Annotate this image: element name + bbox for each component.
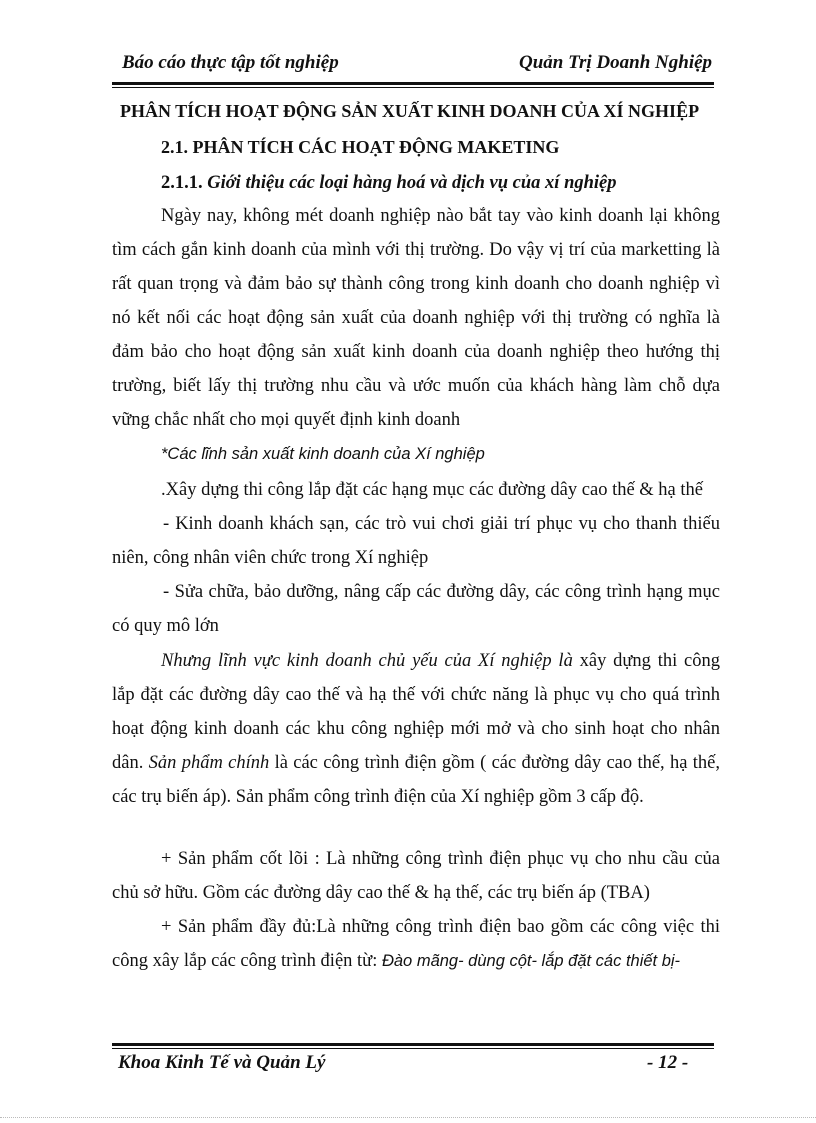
main-field-lead: Nhưng lĩnh vực kinh doanh chủ yếu của Xí nghiệp là xyxy=(161,651,573,671)
subsection-number: 2.1.1. xyxy=(161,173,203,193)
fields-heading: *Các lĩnh sản xuất kinh doanh của Xí nghiệp xyxy=(161,445,485,463)
para1-line: vững chắc nhất cho mọi quyết định kinh doanh xyxy=(112,410,461,430)
para2-line: các trụ biến áp). Sản phẩm công trình điện của Xí nghiệp gồm 3 cấp độ. xyxy=(112,787,644,807)
full-product-line: + Sản phẩm đầy đủ:Là những công trình điện bao gồm các công việc thi xyxy=(161,917,720,937)
field-item-1: .Xây dựng thi công lắp đặt các hạng mục các đường dây cao thế & hạ thế xyxy=(161,480,703,500)
footer-rule-thick xyxy=(112,1043,714,1046)
chapter-title: PHÂN TÍCH HOẠT ĐỘNG SẢN XUẤT KINH DOANH CỦA XÍ NGHIỆP xyxy=(120,101,700,121)
header-left: Báo cáo thực tập tốt nghiệp xyxy=(122,52,339,73)
para2-line: Nhưng lĩnh vực kinh doanh chủ yếu của Xí nghiệp là xây dựng thi công xyxy=(161,651,720,671)
page-number: - 12 - xyxy=(647,1052,689,1073)
subsection-heading xyxy=(161,173,771,194)
para1-line: trường, biết lấy thị trường nhu cầu và ước muốn của khách hàng làm chỗ dựa xyxy=(112,376,720,396)
footer-rule-thin xyxy=(112,1048,714,1049)
para1-line: rất quan trọng và đảm bảo sự thành công trong kinh doanh cho doanh nghiệp vì xyxy=(112,274,720,294)
main-product-term: Sản phẩm chính xyxy=(148,753,270,773)
section-title: 2.1. PHÂN TÍCH CÁC HOẠT ĐỘNG MAKETING xyxy=(161,137,560,157)
para2-line: dân. Sản phẩm chính là các công trình điện gồm ( các đường dây cao thế, hạ thế, xyxy=(112,753,720,773)
subsection-title: Giới thiệu các loại hàng hoá và dịch vụ của xí nghiệp xyxy=(207,173,617,193)
para1-line: Ngày nay, không mét doanh nghiệp nào bắt tay vào kinh doanh lại không xyxy=(161,206,720,226)
para2-line: lắp đặt các đường dây cao thế và hạ thế với chức năng là phục vụ cho quá trình xyxy=(112,685,720,705)
field-item-3-line: có quy mô lớn xyxy=(112,616,219,636)
field-item-2-line: - Kinh doanh khách sạn, các trò vui chơi giải trí phục vụ cho thanh thiếu xyxy=(163,514,720,534)
para1-line: đảm bảo cho hoạt động sản xuất kinh doanh của doanh nghiệp theo hướng thị xyxy=(112,342,720,362)
page-edge-divider xyxy=(0,1117,816,1118)
header-rule-thin xyxy=(112,87,714,88)
full-product-line: công xây lắp các công trình điện từ: Đào mãng- dùng cột- lắp đặt các thiết bị- xyxy=(112,951,681,971)
core-product-line: chủ sở hữu. Gồm các đường dây cao thế & hạ thế, các trụ biến áp (TBA) xyxy=(112,883,650,903)
core-product-line: + Sản phẩm cốt lõi : Là những công trình điện phục vụ cho nhu cầu của xyxy=(161,849,720,869)
header-rule-thick xyxy=(112,82,714,85)
para1-line: nó kết nối các hoạt động sản xuất của doanh nghiệp với thị trường có nghĩa là xyxy=(112,308,720,328)
field-item-3-line: - Sửa chữa, bảo dưỡng, nâng cấp các đường dây, các công trình hạng mục xyxy=(163,582,720,602)
header-right: Quản Trị Doanh Nghiệp xyxy=(519,52,713,73)
process-steps: Đào mãng- dùng cột- lắp đặt các thiết bị- xyxy=(381,952,681,970)
footer-left: Khoa Kinh Tế và Quản Lý xyxy=(118,1052,326,1073)
field-item-2-line: niên, công nhân viên chức trong Xí nghiệp xyxy=(112,548,429,568)
para1-line: tìm cách gắn kinh doanh của mình với thị trường. Do vậy vị trí của marketting là xyxy=(112,240,720,260)
para2-line: hoạt động kinh doanh các khu công nghiệp mới mở và cho sinh hoạt cho nhân xyxy=(112,719,720,739)
